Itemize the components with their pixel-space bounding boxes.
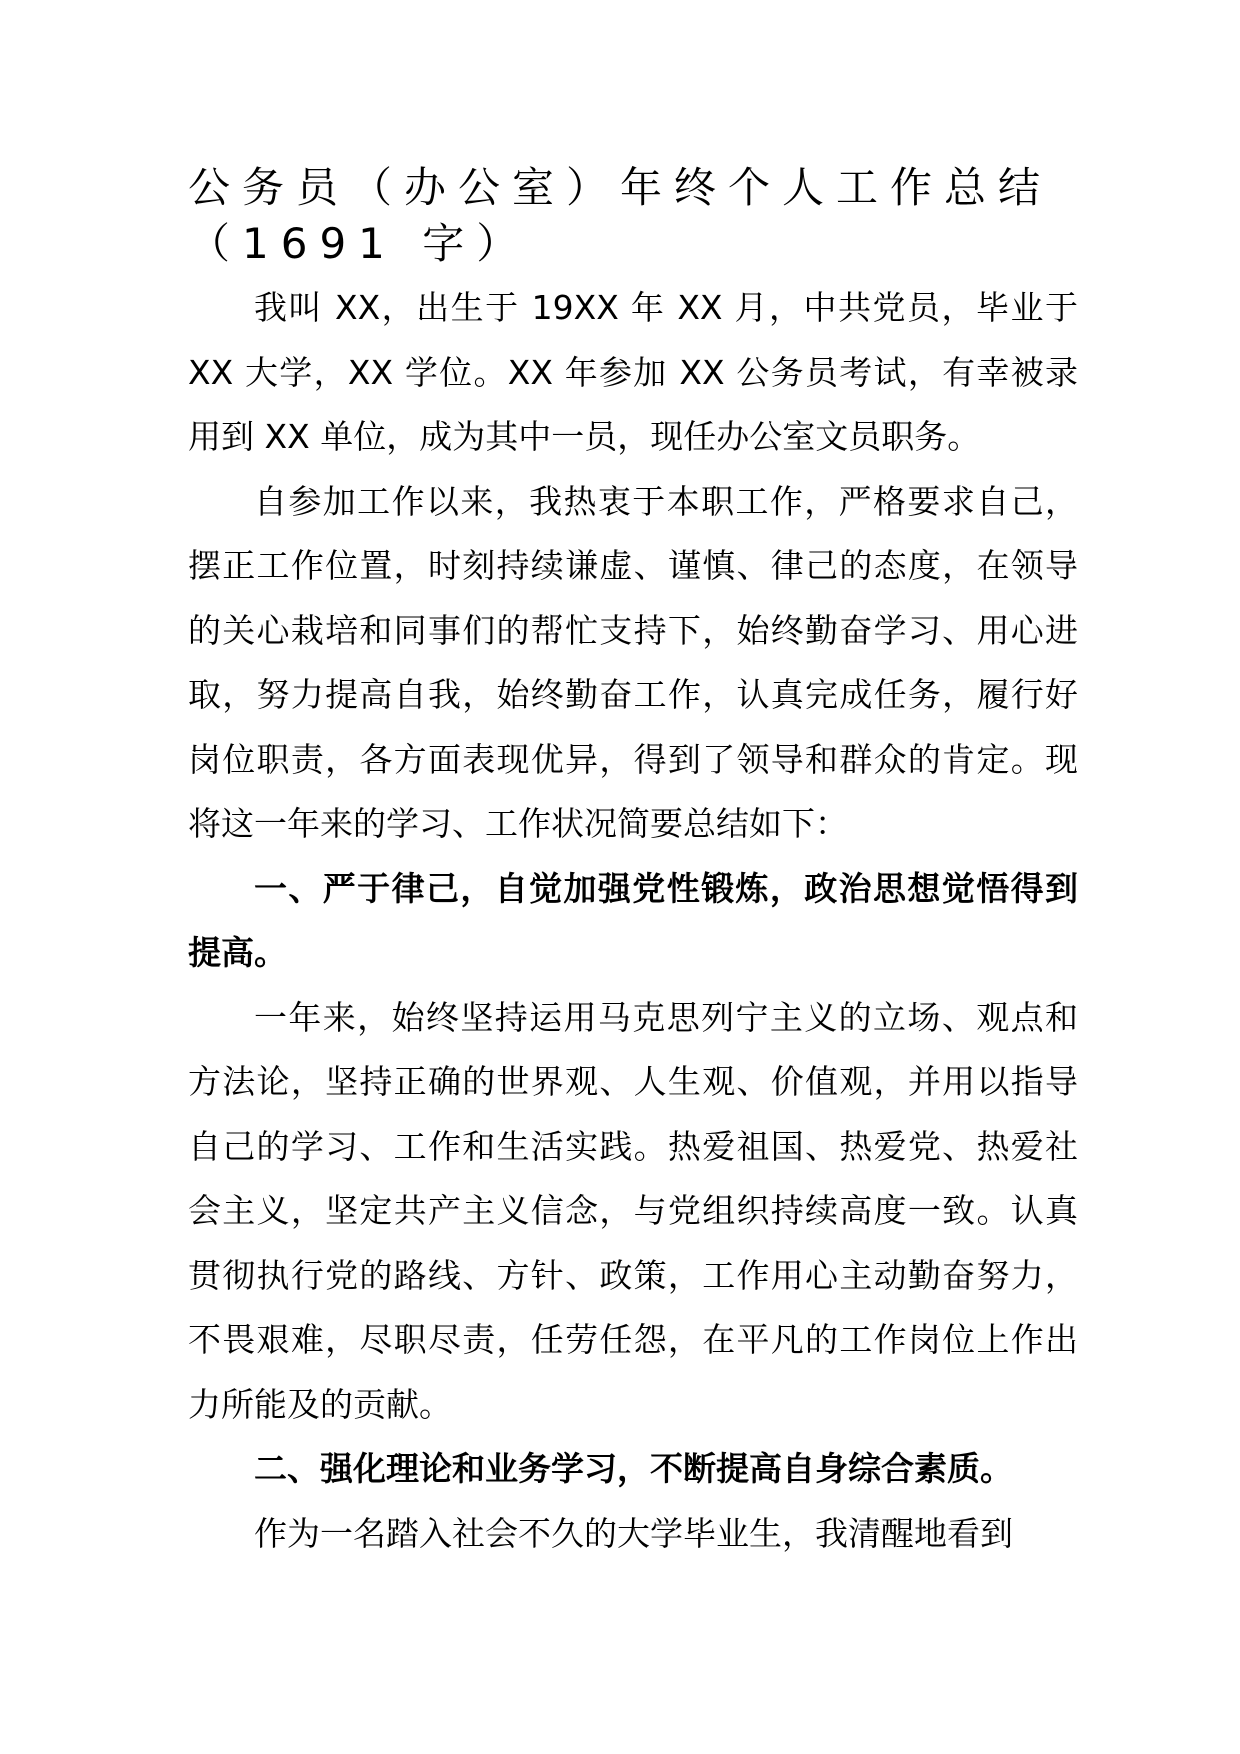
paragraph-intro: 我叫 XX，出生于 19XX 年 XX 月，中共党员，毕业于 XX 大学，XX 学位。XX 年参加 XX 公务员考试，有幸被录用到 XX 单位，成为其中一员，现任办公室文员职务。 bbox=[188, 288, 1078, 456]
document-title: 公务员（办公室）年终个人工作总结（1691 字） bbox=[188, 163, 1053, 268]
paragraph-overview: 自参加工作以来，我热衷于本职工作，严格要求自己，摆正工作位置，时刻持续谦虚、谨慎、律己的态度，在领导的关心栽培和同事们的帮忙支持下，始终勤奋学习、用心进取，努力提高自我，始终勤奋工作，认真完成任务，履行好岗位职责，各方面表现优异，得到了领导和群众的肯定。现将这一年来的学习、工作状况简要总结如下： bbox=[188, 481, 1078, 843]
paragraph-section-1: 一年来，始终坚持运用马克思列宁主义的立场、观点和方法论，坚持正确的世界观、人生观、价值观，并用以指导自己的学习、工作和生活实践。热爱祖国、热爱党、热爱社会主义，坚定共产主义信念，与党组织持续高度一致。认真贯彻执行党的路线、方针、政策，工作用心主动勤奋努力，不畏艰难，尽职尽责，任劳任怨，在平凡的工作岗位上作出力所能及的贡献。 bbox=[188, 997, 1078, 1424]
document-page bbox=[188, 160, 1078, 1566]
paragraph-section-2: 作为一名踏入社会不久的大学毕业生，我清醒地看到 bbox=[254, 1513, 1013, 1553]
section-heading-2: 二、强化理论和业务学习，不断提高自身综合素质。 bbox=[254, 1449, 1013, 1488]
section-heading-1: 一、严于律己，自觉加强党性锻炼，政治思想觉悟得到提高。 bbox=[188, 868, 1078, 972]
